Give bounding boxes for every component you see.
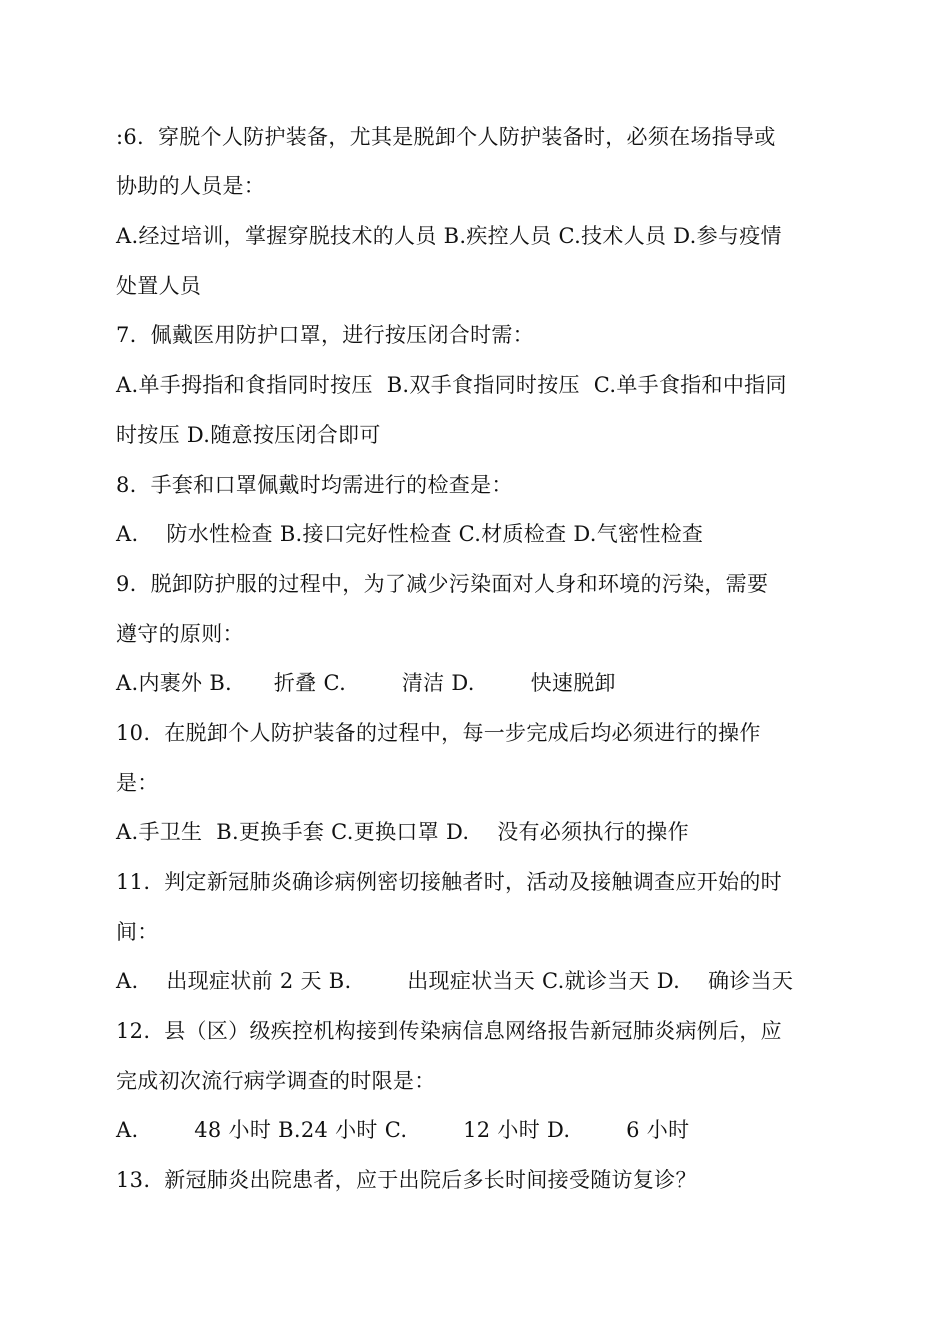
text-line-options: A.内裹外 B. 折叠 C. 清洁 D. 快速脱卸	[116, 671, 616, 695]
text-line-q13: 13. 新冠肺炎出院患者，应于出院后多长时间接受随访复诊？	[116, 1168, 697, 1192]
text-line: 间：	[116, 920, 159, 944]
text-line-options: A.单手拇指和食指同时按压 B.双手食指同时按压 C.单手食指和中指同	[116, 373, 787, 397]
text-line: 遵守的原则：	[116, 622, 244, 646]
text-line-q10: 10. 在脱卸个人防护装备的过程中，每一步完成后均必须进行的操作	[116, 721, 761, 745]
text-line: 协助的人员是：	[116, 174, 266, 198]
text-line-q12: 12. 县（区）级疾控机构接到传染病信息网络报告新冠肺炎病例后，应	[116, 1019, 782, 1043]
text-line: 完成初次流行病学调查的时限是：	[116, 1069, 436, 1093]
text-line-q9: 9. 脱卸防护服的过程中，为了减少污染面对人身和环境的污染，需要	[116, 572, 769, 596]
text-line: 时按压 D.随意按压闭合即可	[116, 423, 381, 447]
text-line-q11: 11. 判定新冠肺炎确诊病例密切接触者时，活动及接触调查应开始的时	[116, 870, 782, 894]
text-line-options: A.经过培训，掌握穿脱技术的人员 B.疾控人员 C.技术人员 D.参与疫情	[116, 224, 782, 248]
text-line-q8: 8. 手套和口罩佩戴时均需进行的检查是：	[116, 473, 513, 497]
text-line-options: A.手卫生 B.更换手套 C.更换口罩 D. 没有必须执行的操作	[116, 820, 689, 844]
text-line-q6: :6. 穿脱个人防护装备，尤其是脱卸个人防护装备时，必须在场指导或	[116, 125, 776, 149]
text-line-options: A. 出现症状前 2 天 B. 出现症状当天 C.就诊当天 D. 确诊当天	[116, 969, 794, 993]
text-line-options: A. 防水性检查 B.接口完好性检查 C.材质检查 D.气密性检查	[116, 522, 704, 546]
text-line-options: A. 48 小时 B.24 小时 C. 12 小时 D. 6 小时	[116, 1118, 690, 1142]
text-line: 是：	[116, 771, 159, 795]
text-line-q7: 7. 佩戴医用防护口罩，进行按压闭合时需：	[116, 323, 534, 347]
text-line: 处置人员	[116, 274, 202, 298]
